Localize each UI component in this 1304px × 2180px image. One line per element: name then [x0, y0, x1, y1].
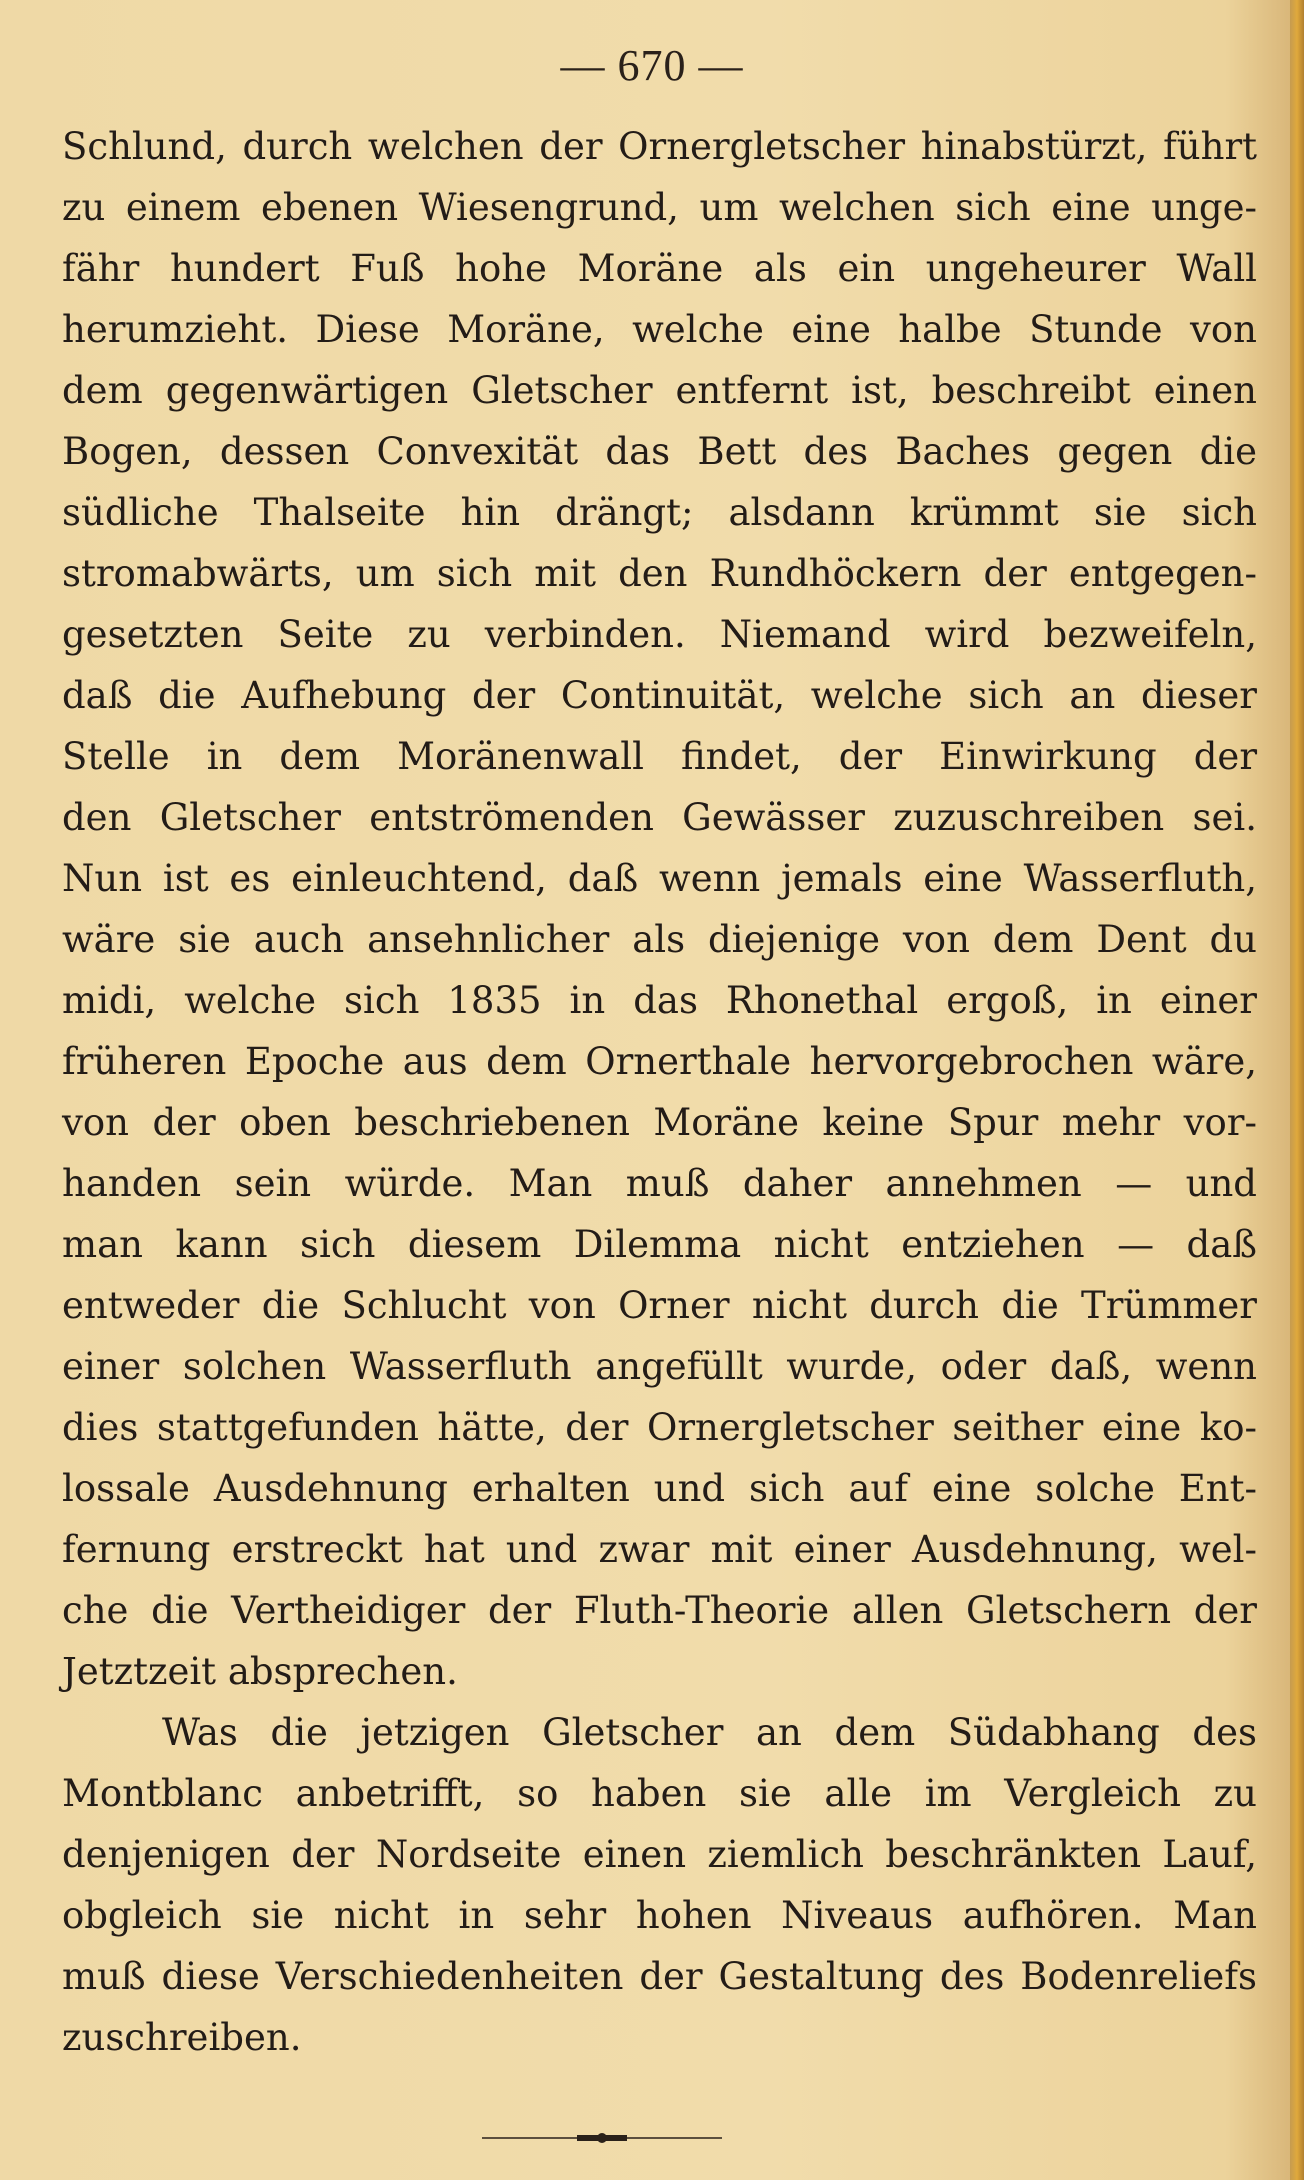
text-line: Jetztzeit absprechen.: [62, 1650, 458, 1693]
text-line: denjenigen der Nordseite einen ziemlich beschränkten Lauf,: [62, 1833, 1257, 1876]
text-line: obgleich sie nicht in sehr hohen Niveaus aufhören. Man: [62, 1894, 1257, 1937]
text-line: den Gletscher entströmenden Gewässer zuzuschreiben sei.: [62, 796, 1257, 839]
text-line: dies stattgefunden hätte, der Ornergletscher seither eine ko-: [62, 1406, 1257, 1449]
text-line: lossale Ausdehnung erhalten und sich auf eine solche Ent-: [62, 1467, 1257, 1510]
text-line: wäre sie auch ansehnlicher als diejenige von dem Dent du: [62, 918, 1257, 961]
text-line: zuschreiben.: [62, 2016, 302, 2059]
page-number: — 670 —: [560, 41, 744, 90]
text-line: Was die jetzigen Gletscher an dem Südabhang des: [162, 1711, 1257, 1754]
paragraph: [62, 1702, 1257, 2068]
end-ornament-icon: [482, 2132, 722, 2144]
text-line: zu einem ebenen Wiesengrund, um welchen sich eine unge-: [62, 186, 1257, 229]
text-line: Montblanc anbetrifft, so haben sie alle im Vergleich zu: [62, 1772, 1257, 1815]
text-line: Stelle in dem Moränenwall findet, der Einwirkung der: [62, 735, 1257, 778]
text-line: daß die Aufhebung der Continuität, welche sich an dieser: [62, 674, 1257, 717]
text-line: Schlund, durch welchen der Ornergletscher hinabstürzt, führt: [62, 125, 1257, 168]
text-line: herumzieht. Diese Moräne, welche eine halbe Stunde von: [62, 308, 1257, 351]
text-line: südliche Thalseite hin drängt; alsdann krümmt sie sich: [62, 491, 1257, 534]
text-line: handen sein würde. Man muß daher annehmen — und: [62, 1162, 1257, 1205]
paragraph: [62, 116, 1257, 1702]
text-line: fähr hundert Fuß hohe Moräne als ein ungeheurer Wall: [62, 247, 1257, 290]
text-line: früheren Epoche aus dem Ornerthale hervorgebrochen wäre,: [62, 1040, 1257, 1083]
text-line: gesetzten Seite zu verbinden. Niemand wird bezweifeln,: [62, 613, 1257, 656]
text-line: einer solchen Wasserfluth angefüllt wurde, oder daß, wenn: [62, 1345, 1257, 1388]
text-line: Bogen, dessen Convexität das Bett des Baches gegen die: [62, 430, 1257, 473]
text-line: Nun ist es einleuchtend, daß wenn jemals eine Wasserfluth,: [62, 857, 1257, 900]
text-line: fernung erstreckt hat und zwar mit einer Ausdehnung, wel-: [62, 1528, 1257, 1571]
text-line: midi, welche sich 1835 in das Rhonethal ergoß, in einer: [62, 979, 1257, 1022]
text-line: muß diese Verschiedenheiten der Gestaltung des Bodenreliefs: [62, 1955, 1257, 1998]
text-line: stromabwärts, um sich mit den Rundhöckern der entgegen-: [62, 552, 1257, 595]
text-line: von der oben beschriebenen Moräne keine Spur mehr vor-: [62, 1101, 1257, 1144]
page-body: [62, 116, 1257, 2068]
text-line: dem gegenwärtigen Gletscher entfernt ist, beschreibt einen: [62, 369, 1257, 412]
page-edge: [1290, 0, 1304, 2180]
text-line: man kann sich diesem Dilemma nicht entziehen — daß: [62, 1223, 1257, 1266]
text-line: che die Vertheidiger der Fluth-Theorie allen Gletschern der: [62, 1589, 1257, 1632]
text-line: entweder die Schlucht von Orner nicht durch die Trümmer: [62, 1284, 1257, 1327]
